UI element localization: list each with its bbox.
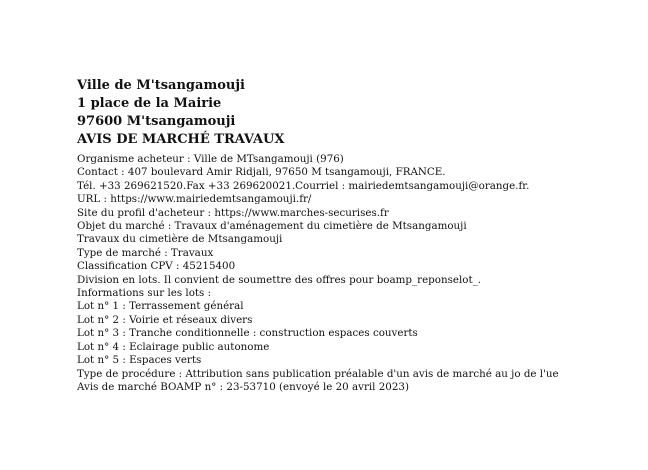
contract-type-line: Type de marché : Travaux bbox=[77, 246, 214, 259]
lot-item: Lot n° 2 : Voirie et réseaux divers bbox=[77, 313, 253, 326]
procedure-line: Type de procédure : Attribution sans publication préalable d'un avis de marché au jo de l'ue bbox=[77, 367, 559, 380]
lot-item: Lot n° 1 : Terrassement général bbox=[77, 300, 244, 313]
division-line: Division en lots. Il convient de soumettre des offres pour boamp_reponselot_. bbox=[77, 273, 482, 286]
cpv-line: Classification CPV : 45215400 bbox=[77, 260, 236, 273]
contact-line: Contact : 407 boulevard Amir Ridjali, 97650 M tsangamouji, FRANCE. bbox=[77, 166, 446, 179]
notice-title: AVIS DE MARCHÉ TRAVAUX bbox=[77, 132, 285, 147]
buyer-profile-line: Site du profil d'acheteur : https://www.marches-securises.fr bbox=[77, 206, 389, 219]
organisme-line: Organisme acheteur : Ville de MTsangamouji (976) bbox=[77, 153, 344, 165]
buyer-address-block bbox=[77, 77, 284, 149]
buyer-city: 97600 M'tsangamouji bbox=[77, 114, 236, 129]
lot-item: Lot n° 4 : Eclairage public autonome bbox=[77, 340, 270, 353]
lots-header: Informations sur les lots : bbox=[77, 287, 212, 300]
boamp-notice-line: Avis de marché BOAMP n° : 23-53710 (envoyé le 20 avril 2023) bbox=[77, 380, 409, 393]
buyer-street: 1 place de la Mairie bbox=[77, 96, 222, 111]
object-detail-line: Travaux du cimetière de Mtsangamouji bbox=[77, 233, 283, 246]
lot-item: Lot n° 3 : Tranche conditionnelle : construction espaces couverts bbox=[77, 327, 418, 340]
tel-fax-email-url-line: Tél. +33 269621520.Fax +33 269620021.Courriel : mairiedemtsangamouji@orange.fr. URL : https://www.mairiedemtsangamouji.fr/ bbox=[77, 179, 530, 206]
lot-item: Lot n° 5 : Espaces verts bbox=[77, 354, 202, 367]
object-line: Objet du marché : Travaux d'aménagement du cimetière de Mtsangamouji bbox=[77, 220, 467, 233]
buyer-name: Ville de M'tsangamouji bbox=[77, 78, 245, 93]
notice-body bbox=[77, 153, 559, 394]
